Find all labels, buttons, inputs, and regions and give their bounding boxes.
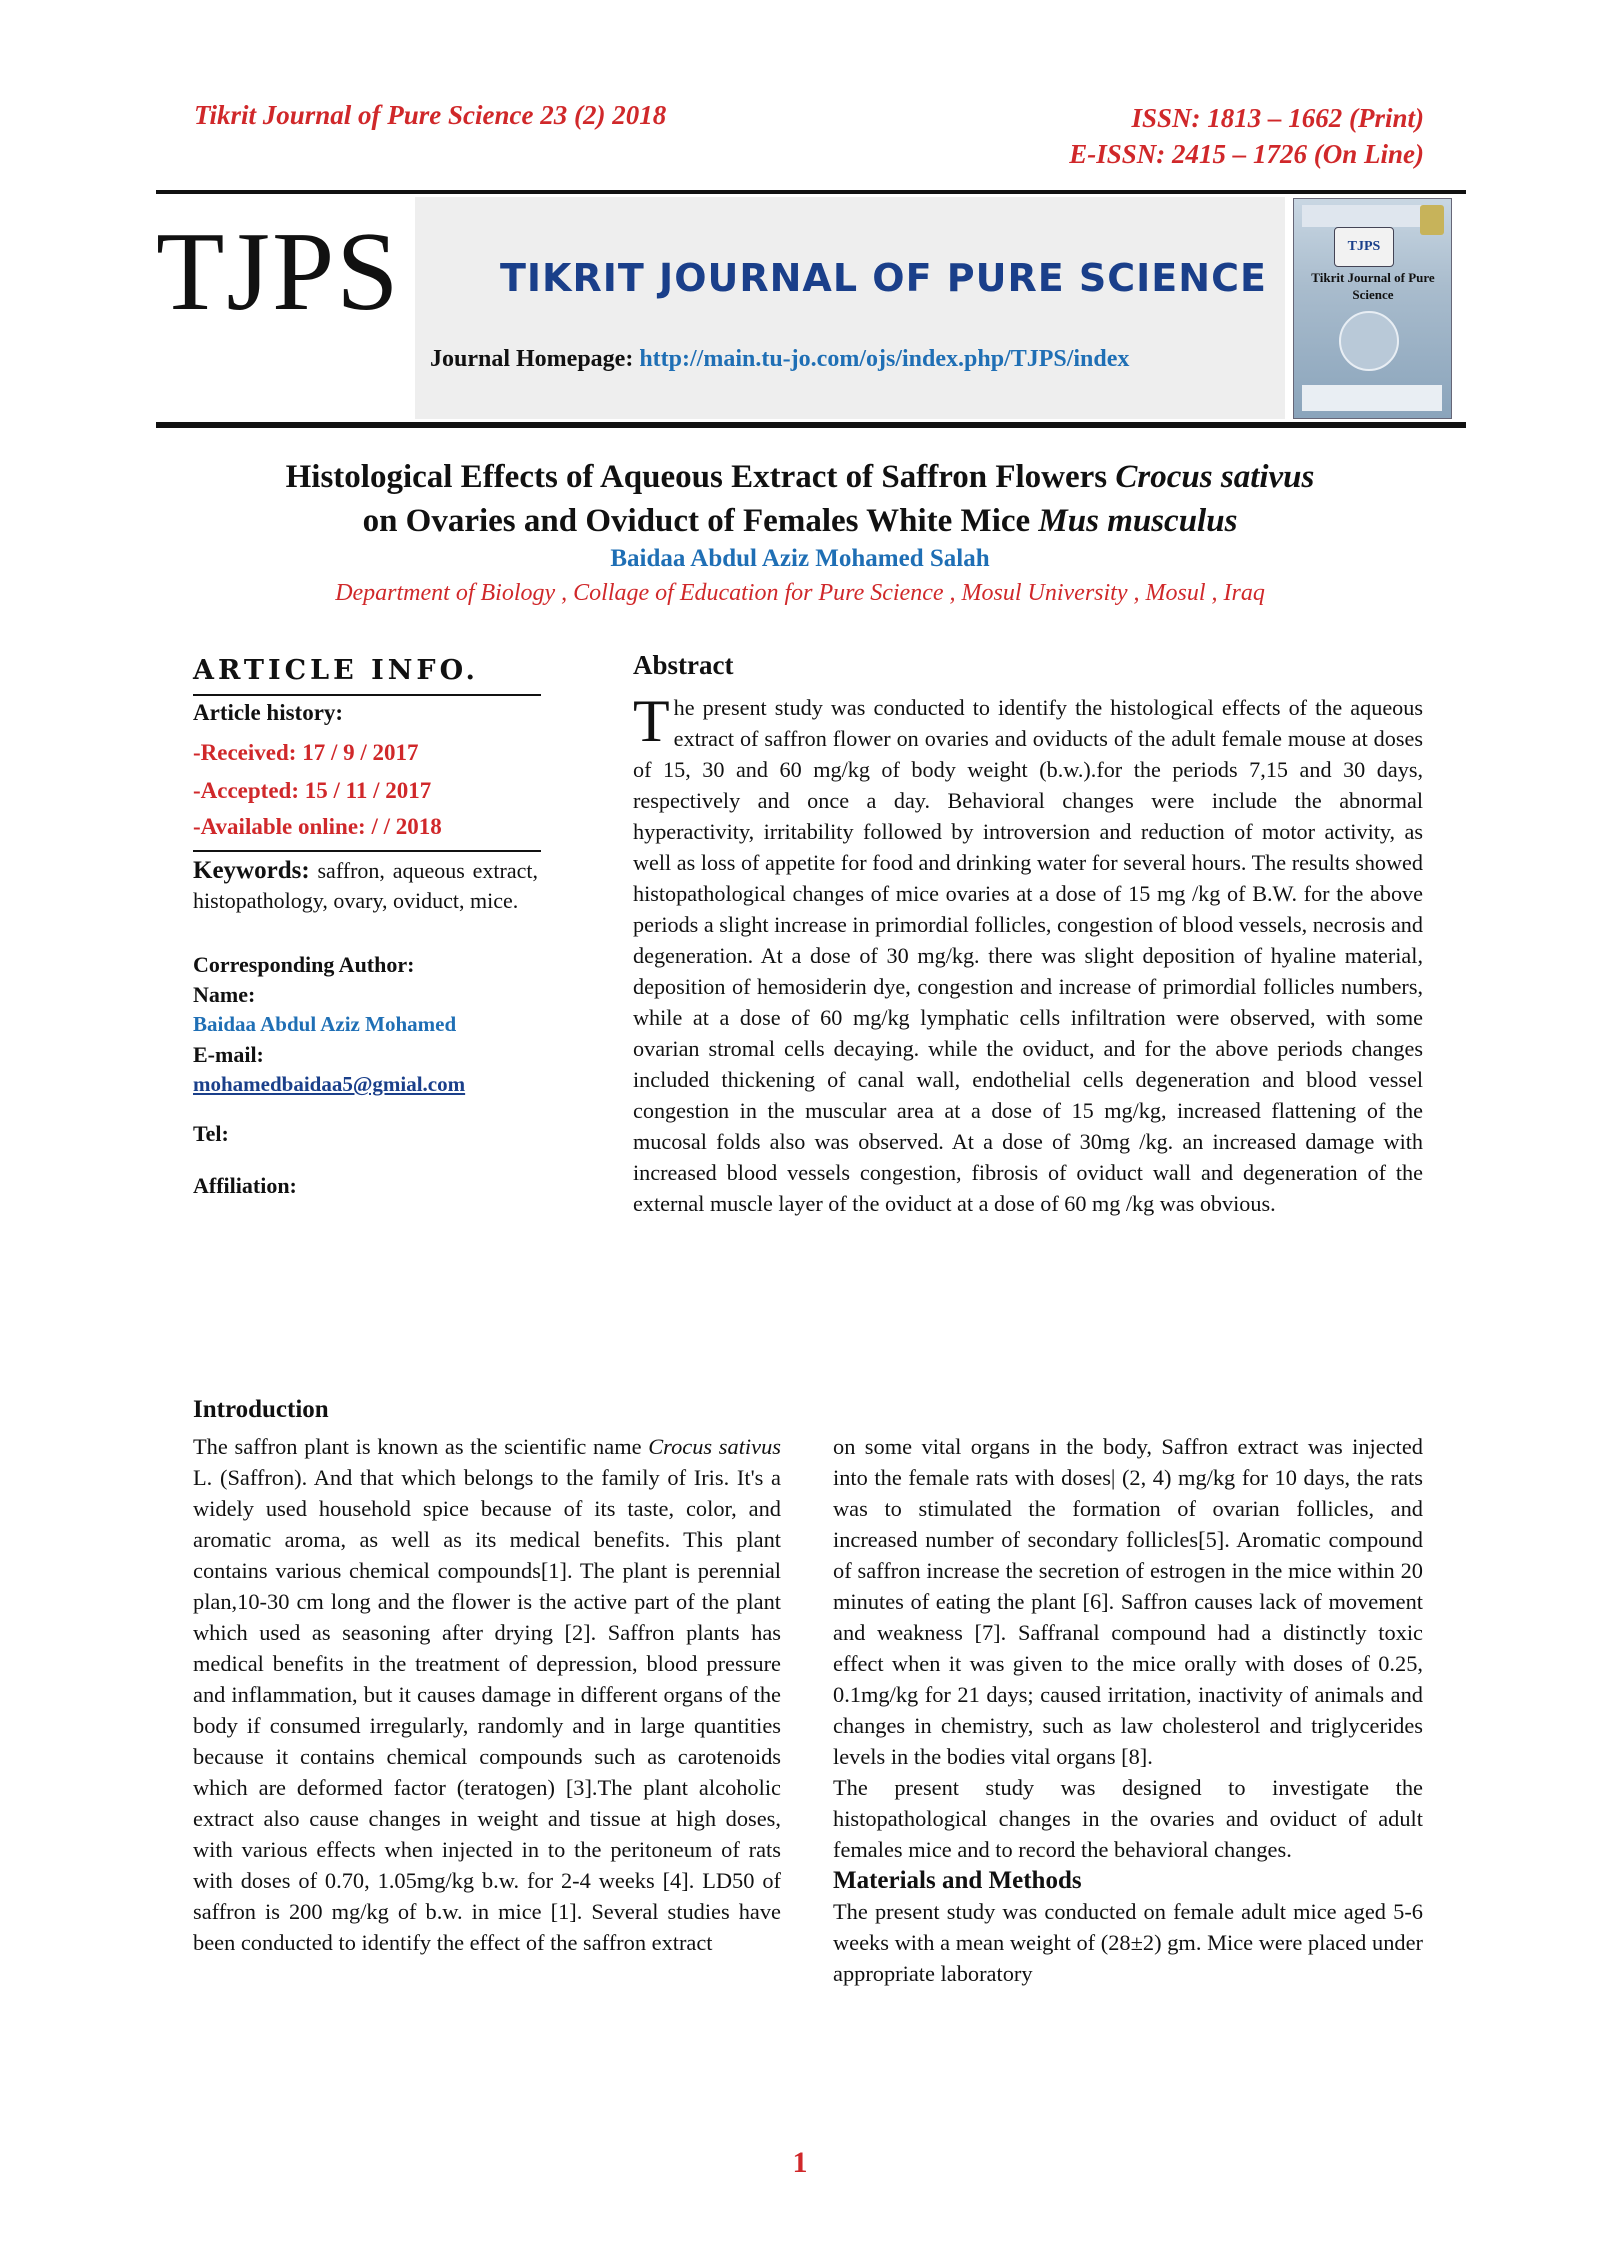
abstract-text: he present study was conducted to identify the histological effects of the aqueous extract of saffron flower on ovaries and oviducts of the adult female mouse at doses of 15, 30 and 60 mg/kg of body weight (b.w.).for the periods 7,15 and 30 days, respectively and once a day. Behavioral changes were include the abnormal hyperactivity, irritability followed by introversion and reduction of motor activity, as well as loss of appetite for food and drinking water for several hours. The results showed histopathological changes of mice ovaries at a dose of 15 mg /kg of B.W. for the above periods a slight increase in primordial follicles, congestion of blood vessels, necrosis and degeneration. At a dose of 30 mg/kg. there was slight deposition of hyaline material, deposition of hemosiderin dye, congestion and increase of primordial follicles numbers, while at a dose of 60 mg/kg lymphatic cells infiltration were observed, with some ovarian stromal cells decaying. while the oviduct, and for the above periods changes included thickening of canal wall, endothelial cells degeneration and blood vessel congestion in the muscular area at a dose of 15 mg/kg, increased flattening of the mucosal folds also was observed. At a dose of 30mg /kg. an increased damage with increased blood vessels congestion, fibrosis of oviduct wall and degeneration of the external muscle layer of the oviduct at a dose of 60 mg /kg was obvious. <box>633 695 1423 1216</box>
title-line-1: Histological Effects of Aqueous Extract of Saffron Flowers <box>285 459 1116 495</box>
methods-paragraph: The present study was conducted on female adult mice aged 5-6 weeks with a mean weight of (28±2) gm. Mice were placed under appropriate laboratory <box>833 1899 1423 1986</box>
homepage-label: Journal Homepage: <box>430 346 640 372</box>
article-history-label: Article history: <box>193 700 344 725</box>
introduction-paragraph-2: on some vital organs in the body, Saffron extract was injected into the female rats with doses| (2, 4) mg/kg for 10 days, the rats was to stimulated the formation of ovarian follicles, and increased number of secondary follicles[5]. Aromatic compound of saffron increase the secretion of estrogen in the mice within 20 minutes of eating the plant [6]. Saffron causes lack of movement and weakness [7]. Saffranal compound had a distinctly toxic effect when it was given to the mice orally with doses of 0.25, 0.1mg/kg for 21 days; caused irritation, inactivity of animals and changes in chemistry, such as law cholesterol and triglycerides levels in the bodies vital organs [8]. <box>833 1434 1423 1769</box>
journal-logo: TJPS <box>156 210 401 334</box>
paper-author: Baidaa Abdul Aziz Mohamed Salah <box>610 545 990 572</box>
abstract-heading: Abstract <box>633 650 734 680</box>
issn-online: E-ISSN: 2415 – 1726 (On Line) <box>1069 139 1424 169</box>
article-info-heading: ARTICLE INFO. <box>193 655 479 686</box>
issn-block <box>1069 100 1424 172</box>
banner-background <box>415 197 1285 419</box>
paper-title <box>0 455 1600 543</box>
introduction-paragraph-1 <box>193 1431 781 1958</box>
page-number: 1 <box>792 2146 808 2179</box>
keywords-list: saffron, aqueous extract, histopathology, ovary, oviduct, mice. <box>193 858 538 913</box>
article-info-rule-1 <box>193 694 541 696</box>
body-column-right <box>833 1431 1423 1989</box>
journal-name: TIKRIT JOURNAL OF PURE SCIENCE <box>500 256 1267 300</box>
university-emblem-icon <box>1420 205 1444 235</box>
journal-homepage <box>430 346 1129 373</box>
intro-p1-rest: L. (Saffron). And that which belongs to the family of Iris. It's a widely used household spice because of its taste, color, and aromatic aroma, as well as its medical benefits. This plant contains various chemical compounds[1]. The plant is perennial plan,10-30 cm long and the flower is the active part of the plant which used as seasoning after drying [2]. Saffron plants has medical benefits in the treatment of depression, blood pressure and inflammation, but it causes damage in different organs of the body if consumed irregularly, randomly and in large quantities because it contains chemical compounds such as carotenoids which are deformed factor (teratogen) [3].The plant alcoholic extract also cause changes in weight and tissue at high doses, with various effects when injected in to the peritoneum of rats with doses of 0.70, 1.05mg/kg b.w. for 2-4 weeks [4]. LD50 of saffron is 200 mg/kg of b.w. in mice [1]. Several studies have been conducted to identify the effect of the saffron extract <box>193 1465 781 1955</box>
body-column-left <box>193 1431 781 1958</box>
title-species-2: Mus musculus <box>1038 503 1238 539</box>
abstract-dropcap: T <box>633 688 670 754</box>
banner-top-rule <box>156 190 1466 194</box>
cover-badge: TJPS <box>1334 227 1394 267</box>
corresponding-author-name: Baidaa Abdul Aziz Mohamed <box>193 1012 457 1036</box>
cover-title: Tikrit Journal of Pure Science <box>1311 270 1435 302</box>
corresponding-author-email[interactable]: mohamedbaidaa5@gmial.com <box>193 1072 466 1096</box>
intro-p1-start: The saffron plant is known as the scientific name <box>193 1434 649 1459</box>
journal-issue: Tikrit Journal of Pure Science 23 (2) 2018 <box>194 100 667 130</box>
keywords <box>193 856 538 916</box>
intro-species: Crocus sativus <box>648 1434 781 1459</box>
paper-affiliation: Department of Biology , Collage of Education for Pure Science , Mosul University , Mosul , Iraq <box>335 580 1265 606</box>
email-label: E-mail: <box>193 1042 264 1067</box>
corresponding-author-label: Corresponding Author: <box>193 952 415 977</box>
journal-cover-image <box>1293 198 1452 419</box>
accepted-date: -Accepted: 15 / 11 / 2017 <box>193 778 432 803</box>
tel-label: Tel: <box>193 1121 229 1146</box>
received-date: -Received: 17 / 9 / 2017 <box>193 740 419 765</box>
article-info-rule-2 <box>193 850 541 852</box>
introduction-heading: Introduction <box>193 1396 329 1423</box>
introduction-paragraph-3: The present study was designed to investigate the histopathological changes in the ovaries and oviduct of adult females mice and to record the behavioral changes. <box>833 1775 1423 1862</box>
affiliation-label: Affiliation: <box>193 1173 297 1198</box>
methods-heading: Materials and Methods <box>833 1867 1082 1894</box>
title-species-1: Crocus sativus <box>1115 459 1315 495</box>
cover-footer-strip <box>1302 385 1442 411</box>
abstract-body <box>633 688 1423 1219</box>
available-online-date: -Available online: / / 2018 <box>193 814 442 839</box>
homepage-link[interactable]: http://main.tu-jo.com/ojs/index.php/TJPS/index <box>639 346 1130 372</box>
cover-seal-icon <box>1339 311 1399 371</box>
title-line-2: on Ovaries and Oviduct of Females White Mice <box>362 503 1039 539</box>
banner-bottom-rule <box>156 422 1466 428</box>
issn-print: ISSN: 1813 – 1662 (Print) <box>1131 103 1424 133</box>
name-label: Name: <box>193 982 256 1007</box>
keywords-label: Keywords: <box>193 857 310 884</box>
